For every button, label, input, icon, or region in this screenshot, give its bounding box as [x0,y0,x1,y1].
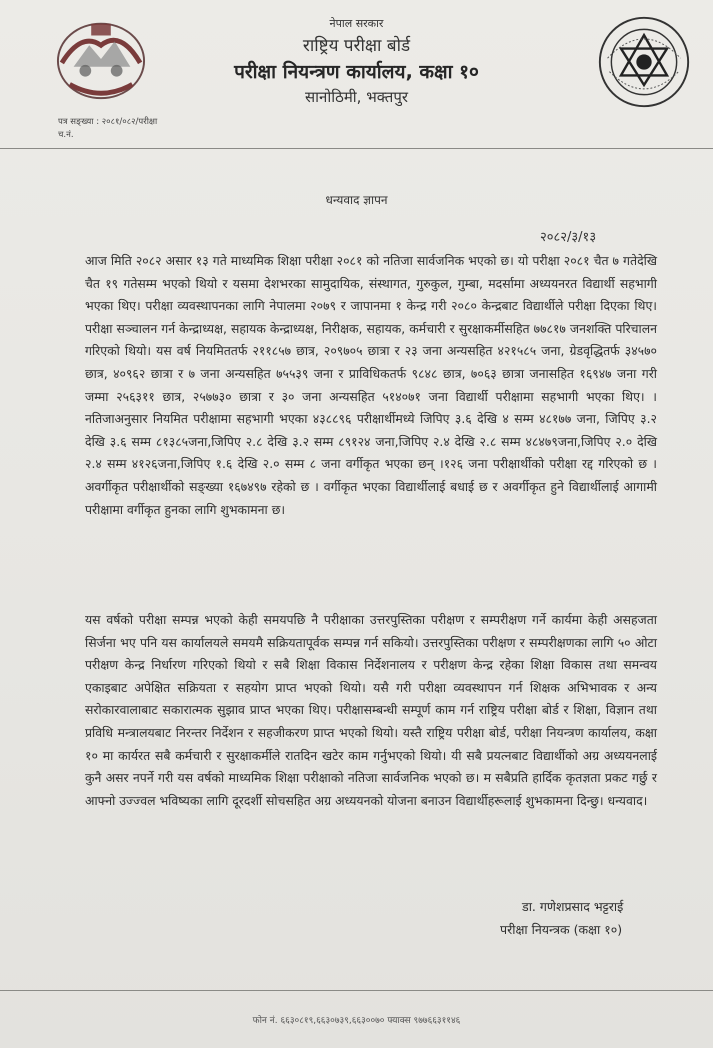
signatory-title: परीक्षा नियन्त्रक (कक्षा १०) [500,922,623,937]
office-address: सानोठिमी, भक्तपुर [304,88,409,106]
government-name: नेपाल सरकार [329,17,384,30]
body-paragraph-2: यस वर्षको परीक्षा सम्पन्न भएको केही समयपछि नै परीक्षाका उत्तरपुस्तिका परीक्षण र सम्परीक्षण गर्ने कार्यमा केही असहजता सिर्जना भए पनि यस कार्यालयले समयमै सक्रियतापूर्वक सम्पन्न गर्न सकियो। उत्तरपुस्तिका परीक्षण र सम्परीक्षणका लागि ५० ओटा परीक्षण केन्द्र निर्धारण गरिएको थियो र सबै शिक्षा विकास निर्देशनालय र परीक्षण केन्द्र रहेका शिक्षा विकास तथा समन्वय एकाइबाट अपेक्षित सक्रियता र सहयोग प्राप्त भएको थियो। यसै गरी परीक्षा व्यवस्थापन गर्न शिक्षक अभिभावक र अन्य सरोकारवालाबाट सकारात्मक सुझाव प्राप्त भएका थिए। परीक्षासम्बन्धी सम्पूर्ण काम गर्न राष्ट्रिय परीक्षा बोर्ड र शिक्षा, विज्ञान तथा प्रविधि मन्त्रालयबाट निरन्तर निर्देशन र सहजीकरण प्राप्त भएको थियो। यस्तै राष्ट्रिय परीक्षा बोर्ड, परीक्षा नियन्त्रण कार्यालय, कक्षा १० मा कार्यरत सबै कर्मचारी र सुरक्षाकर्मीले रातदिन खटेर काम गर्नुभएको थियो। यी सबै प्रयत्नबाट विद्यार्थीको अग्र अध्ययनलाई कुनै असर नपर्ने गरी यस वर्षको माध्यमिक शिक्षा परीक्षाको नतिजा सार्वजनिक भएको छ। म सबैप्रति हार्दिक कृतज्ञता प्रकट गर्छु र आफ्नो उज्ज्वल भविष्यका लागि दूरदर्शी सोचसहित अग्र अध्ययनको योजना बनाउन विद्यार्थीहरूलाई शुभकामना दिन्छु। धन्यवाद। [85,612,657,808]
letter-date: २०८२/३/१३ [540,230,597,245]
body-paragraph-1: आज मिति २०८२ असार १३ गते माध्यमिक शिक्षा परीक्षा २०८१ को नतिजा सार्वजनिक भएको छ। यो परीक्षा २०८१ चैत ७ गतेदेखि चैत १९ गतेसम्म भएको थियो र यसमा देशभरका सामुदायिक, संस्थागत, गुरुकुल, गुम्बा, मदर्सामा अध्ययनरत विद्यार्थी सहभागी भएका थिए। परीक्षा व्यवस्थापनका लागि नेपालमा २०७९ र जापानमा १ केन्द्र गरी २०८० केन्द्रबाट विद्यार्थीले परीक्षा दिएका थिए। परीक्षा सञ्चालन गर्न केन्द्राध्यक्ष, सहायक केन्द्राध्यक्ष, निरीक्षक, सहायक, कर्मचारी र सुरक्षाकर्मीसहित ७७८१७ जनशक्ति परिचालन गरिएको थियो। यस वर्ष नियमिततर्फ २११८५७ छात्र, २०९७०५ छात्रा र २३ जना अन्यसहित ४२१५८५ जना, ग्रेडवृद्धितर्फ ३४५७० छात्र, ४०९६२ छात्रा र ७ जना अन्यसहित ७५५३९ जना र प्राविधिकतर्फ ९८४८ छात्र, ७०६३ छात्रा जनासहित १६९४७ जना गरी जम्मा २५६३११ छात्र, २५७७३० छात्रा र ३० जना अन्यसहित ५१४०७१ जना विद्यार्थी परीक्षामा सहभागी भएका थिए। ।नतिजाअनुसार नियमित परीक्षामा सहभागी भएका ४३८८९६ परीक्षार्थीमध्ये जिपिए ३.६ देखि ४ सम्म ४८१७७ जना, जिपिए ३.२ देखि ३.६ सम्म ८१३८५जना,जिपिए २.८ देखि ३.२ सम्म ८९१२४ जना,जिपिए २.४ देखि २.८ सम्म ४८४७९जना,जिपिए २.० देखि २.४ सम्म ४१२६जना,जिपिए १.६ देखि २.० सम्म ८ जना वर्गीकृत भएका छन् ।१२६ जना परीक्षार्थीको परीक्षा रद्द गरिएको छ । अवर्गीकृत परीक्षार्थीको सङ्ख्या १६७४९७ रहेको छ । वर्गीकृत भएका विद्यार्थीलाई बधाई छ र अवर्गीकृत हुने विद्यार्थीलाई आगामी परीक्षामा वर्गीकृत हुनका लागि शुभकामना छ। [85,253,657,517]
contact-footer: फोन नं. ६६३०८१९,६६३०७३९,६६३००७० फ्याक्स ९७७६६३११४६ [252,1016,461,1026]
office-name: परीक्षा नियन्त्रण कार्यालय, कक्षा १० [234,61,479,83]
dispatch-number: च.नं. [58,130,74,140]
letter-subject: धन्यवाद ज्ञापन [325,193,388,207]
letter-number: पत्र सङ्ख्या : २०८१/०८२/परीक्षा [58,117,158,127]
signatory-name: डा. गणेशप्रसाद भट्टराई [522,899,624,914]
footer-divider [0,990,713,991]
header-divider [0,148,713,149]
board-name: राष्ट्रिय परीक्षा बोर्ड [302,36,411,56]
